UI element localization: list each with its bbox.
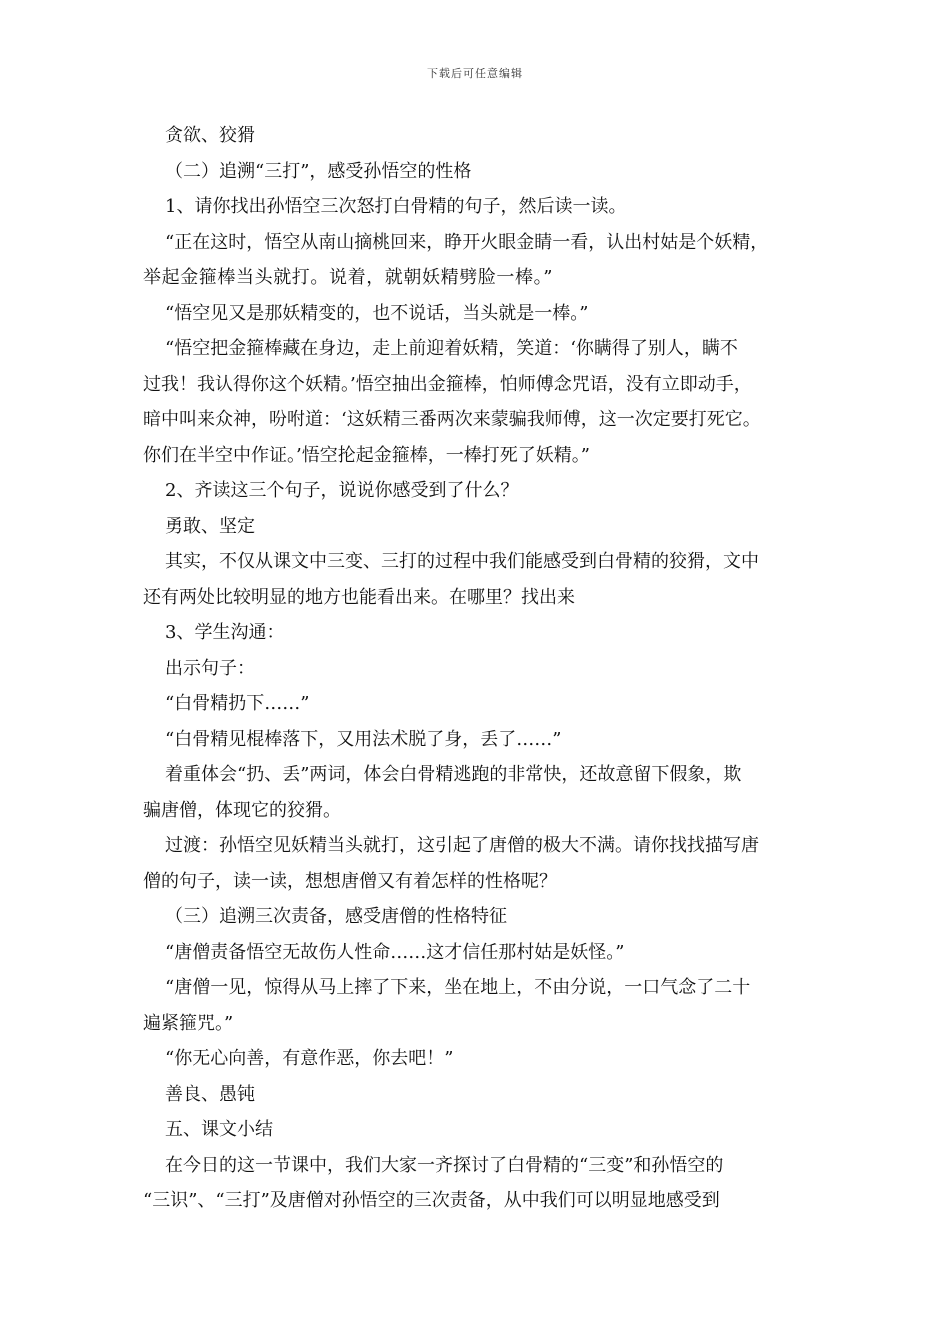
paragraph-line: 过渡：孙悟空见妖精当头就打，这引起了唐僧的极大不满。请你找找描写唐 [165, 835, 759, 856]
quote-line: “你无心向善，有意作恶，你去吧！” [165, 1048, 454, 1069]
section-heading: 五、课文小结 [165, 1119, 273, 1140]
paragraph-line: 3、学生沟通： [165, 622, 285, 643]
quote-line: “白骨精扔下……” [165, 693, 310, 714]
document-body [143, 118, 819, 1219]
quote-line: “唐僧一见，惊得从马上摔了下来，坐在地上，不由分说，一口气念了二十 [165, 977, 751, 998]
section-heading: （二）追溯“三打”，感受孙悟空的性格 [165, 160, 472, 182]
paragraph-line: “三识”、“三打”及唐僧对孙悟空的三次责备，从中我们可以明显地感受到 [143, 1190, 720, 1211]
quote-line: 举起金箍棒当头就打。说着，就朝妖精劈脸一棒。” [143, 267, 553, 288]
quote-line: 你们在半空中作证。’悟空抡起金箍棒，一棒打死了妖精。” [143, 444, 590, 466]
quote-line: 暗中叫来众神，吩咐道：‘这妖精三番两次来蒙骗我师傅，这一次定要打死它。 [143, 409, 761, 430]
section-heading: （三）追溯三次责备，感受唐僧的性格特征 [165, 906, 507, 927]
quote-line: 过我！我认得你这个妖精。’悟空抽出金箍棒，怕师傅念咒语，没有立即动手， [143, 373, 752, 395]
quote-line: “悟空见又是那妖精变的，也不说话，当头就是一棒。” [165, 302, 589, 324]
quote-line: “正在这时，悟空从南山摘桃回来，睁开火眼金睛一看，认出村姑是个妖精， [165, 231, 769, 253]
paragraph-line: 善良、愚钝 [165, 1083, 255, 1105]
paragraph-line: 2、齐读这三个句子，说说你感受到了什么？ [165, 480, 519, 501]
paragraph-line: 骗唐僧，体现它的狡猾。 [143, 799, 341, 821]
paragraph-line: 1、请你找出孙悟空三次怒打白骨精的句子，然后读一读。 [165, 196, 627, 217]
quote-line: “唐僧责备悟空无故伤人性命……这才信任那村姑是妖怪。” [165, 941, 625, 963]
paragraph-line: 其实，不仅从课文中三变、三打的过程中我们能感受到白骨精的狡猾，文中 [165, 551, 759, 572]
quote-line: “白骨精见棍棒落下，又用法术脱了身，丢了……” [165, 728, 562, 750]
paragraph-line: 贪欲、狡猾 [165, 125, 255, 146]
paragraph-line: 着重体会“扔、丢”两词，体会白骨精逃跑的非常快，还故意留下假象，欺 [165, 764, 742, 785]
paragraph-line: 出示句子： [165, 657, 255, 679]
paragraph-line: 在今日的这一节课中，我们大家一齐探讨了白骨精的“三变”和孙悟空的 [165, 1154, 724, 1176]
quote-line: 遍紧箍咒。” [143, 1012, 234, 1034]
paragraph-line: 还有两处比较明显的地方也能看出来。在哪里？找出来 [143, 586, 575, 608]
page-header: 下载后可任意编辑 [427, 67, 523, 80]
paragraph-line: 勇敢、坚定 [165, 515, 255, 537]
paragraph-line: 僧的句子，读一读，想想唐僧又有着怎样的性格呢？ [143, 870, 557, 892]
quote-line: “悟空把金箍棒藏在身边，走上前迎着妖精，笑道：‘你瞒得了别人，瞒不 [165, 338, 738, 359]
